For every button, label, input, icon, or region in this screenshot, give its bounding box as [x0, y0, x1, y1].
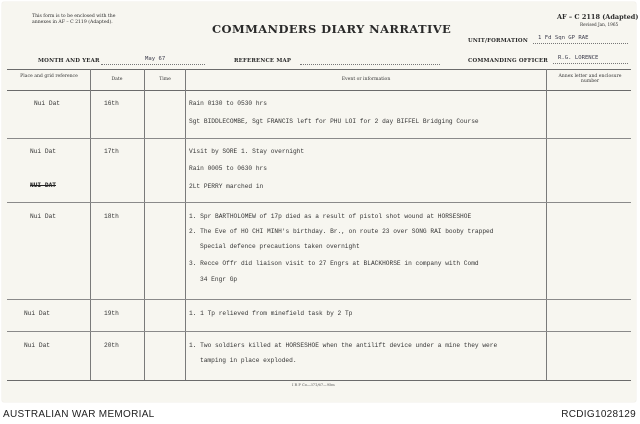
diary-sheet [2, 2, 639, 402]
form-code: AF – C 2118 (Adapted) [557, 13, 639, 21]
entry-line: 1. Two soldiers killed at HORSESHOE when the antilift device under a mine they were [189, 342, 498, 349]
entry-line: Rain 0005 to 0630 hrs [189, 165, 267, 172]
entry-place: Nui Dat [30, 213, 56, 220]
page-title: COMMANDERS DIARY NARRATIVE [212, 22, 452, 36]
col-event: Event or information [341, 77, 391, 82]
entry-line: tamping in place exploded. [200, 357, 297, 364]
entry-place-struck: NUI DAT [30, 182, 56, 189]
form-revised: Revised Jan, 1965 [580, 22, 619, 27]
printer-imprint: I R P Co—371/67—95m [292, 383, 335, 387]
col-time: Time [159, 77, 171, 82]
entry-line: 1. 1 Tp relieved from minefield task by 2 Tp [189, 310, 353, 317]
entry-line: Visit by SORE 1. Stay overnight [189, 148, 305, 155]
month-year-label: MONTH AND YEAR [38, 58, 100, 64]
table-top-rule [7, 69, 631, 70]
table-header-rule [7, 90, 631, 91]
entry-place: Nui Dat [34, 100, 60, 107]
commanding-officer-label: COMMANDING OFFICER [468, 58, 548, 64]
entry-place: Nui Dat [30, 148, 56, 155]
form-note-line-2: annexes in AF – C 2119 (Adapted). [32, 19, 113, 25]
unit-label: UNIT/FORMATION [468, 38, 528, 44]
table-bottom-rule [7, 380, 631, 381]
reference-map-label: REFERENCE MAP [234, 58, 292, 64]
month-year-value: May 67 [145, 56, 166, 62]
col-place: Place and grid reference [20, 74, 78, 79]
entry-place: Nui Dat [24, 310, 50, 317]
entry-line: 34 Engr Gp [200, 276, 238, 283]
entry-place: Nui Dat [24, 342, 50, 349]
unit-value: 1 Fd Sqn GP RAE [538, 35, 589, 41]
col-annex: Annex letter and enclosure number [558, 74, 622, 85]
form-note [32, 14, 115, 25]
entry-line: Special defence precautions taken overnight [200, 243, 360, 250]
entry-date: 20th [104, 342, 119, 349]
entry-date: 19th [104, 310, 119, 317]
entry-line: 2. The Eve of HO CHI MINH's birthday. Br., on route 23 over SONG RAI booby trapped [189, 228, 494, 235]
entry-date: 18th [104, 213, 119, 220]
entry-line: Sgt BIDDLECOMBE, Sgt FRANCIS left for PHU LOI for 2 day BIFFEL Bridging Course [189, 118, 479, 125]
entry-line: Rain 0130 to 0530 hrs [189, 100, 267, 107]
form-note-line-1: This form is to be enclosed with the [32, 14, 116, 19]
entry-line: 1. Spr BARTHOLOMEW of 17p died as a result of pistol shot wound at HORSESHOE [189, 213, 472, 220]
entry-date: 16th [104, 100, 119, 107]
credit-archive: AUSTRALIAN WAR MEMORIAL [3, 409, 155, 420]
entry-line: 3. Recce Offr did liaison visit to 27 Engrs at BLACKHORSE in company with Comd [189, 260, 479, 267]
credit-id: RCDIG1028129 [561, 409, 636, 420]
entry-date: 17th [104, 148, 119, 155]
col-date: Date [111, 77, 123, 82]
commanding-officer-value: R.G. LORENCE [558, 55, 599, 61]
entry-line: 2Lt PERRY marched in [189, 183, 264, 190]
